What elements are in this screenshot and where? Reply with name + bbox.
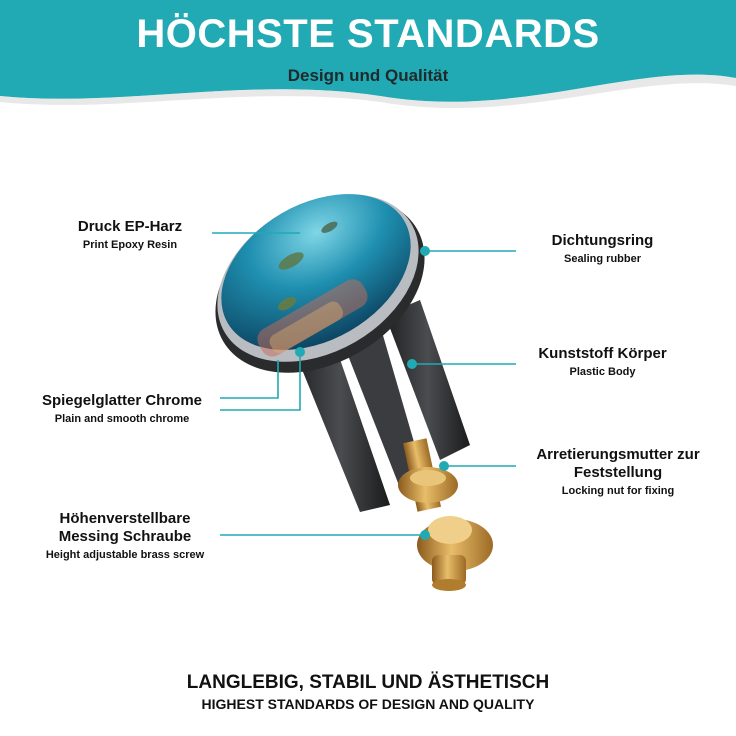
brass-screw: [398, 438, 493, 591]
label-nut: Arretierungsmutter zur Feststellung Locking nut for fixing: [536, 446, 700, 497]
label-chrome: Spiegelglatter Chrome Plain and smooth chrome: [41, 392, 203, 425]
footer-tagline-en: HIGHEST STANDARDS OF DESIGN AND QUALITY: [201, 696, 535, 712]
label-body: Kunststoff Körper Plastic Body: [538, 345, 667, 378]
label-resin: Druck EP-Harz Print Epoxy Resin: [77, 218, 183, 251]
label-sealing: Dichtungsring Sealing rubber: [551, 232, 654, 265]
label-brass-screw: Höhenverstellbare Messing Schraube Height adjustable brass screw: [45, 510, 205, 561]
page-subtitle: Design und Qualität: [287, 66, 449, 85]
page-title: HÖCHSTE STANDARDS: [136, 12, 600, 56]
footer-tagline: LANGLEBIG, STABIL UND ÄSTHETISCH: [186, 672, 550, 693]
